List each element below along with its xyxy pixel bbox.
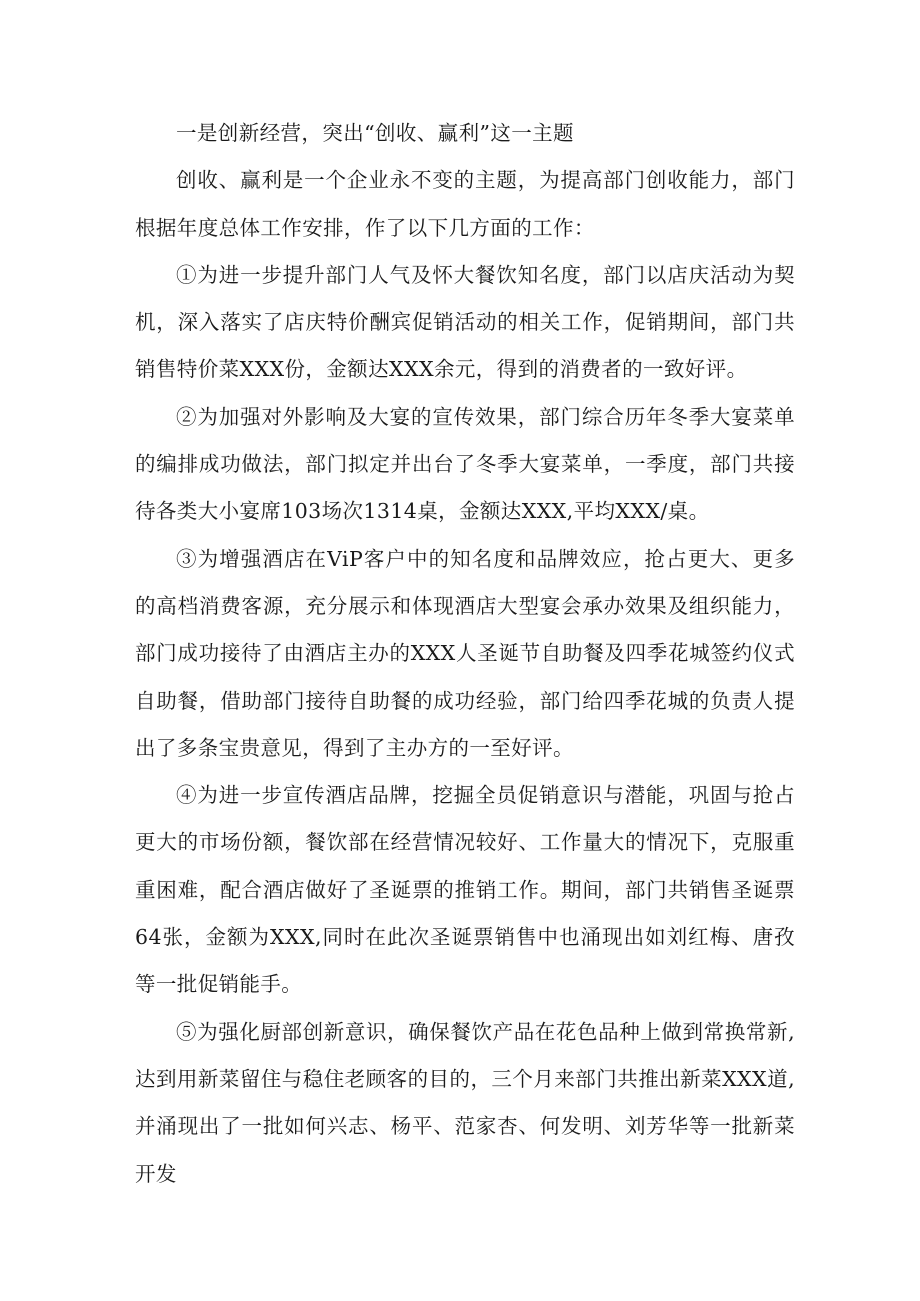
paragraph-item-5: ⑤为强化厨部创新意识，确保餐饮产品在花色品种上做到常换常新,达到用新菜留住与稳住老顾客的目的，三个月来部门共推出新菜XXX道,并涌现出了一批如何兴志、杨平、范家杏、何发明、刘芳华等一批新菜开发	[135, 1019, 795, 1186]
paragraph-item-1: ①为进一步提升部门人气及怀大餐饮知名度，部门以店庆活动为契机，深入落实了店庆特价酬宾促销活动的相关工作，促销期间，部门共销售特价菜XXX份，金额达XXX余元，得到的消费者的一致好评。	[135, 262, 795, 382]
section-heading: 一是创新经营，突出“创收、赢利”这一主题	[176, 121, 574, 145]
paragraph-intro: 创收、赢利是一个企业永不变的主题，为提高部门创收能力，部门根据年度总体工作安排，作了以下几方面的工作：	[135, 168, 795, 240]
paragraph-item-3: ③为增强酒店在ViP客户中的知名度和品牌效应，抢占更大、更多的高档消费客源，充分展示和体现酒店大型宴会承办效果及组织能力，部门成功接待了由酒店主办的XXX人圣诞节自助餐及四季花城签约仪式自助餐，借助部门接待自助餐的成功经验，部门给四季花城的负责人提出了多条宝贵意见，得到了主办方的一至好评。	[135, 546, 795, 760]
paragraph-item-4: ④为进一步宣传酒店品牌，挖掘全员促销意识与潜能，巩固与抢占更大的市场份额，餐饮部在经营情况较好、工作量大的情况下，克服重重困难，配合酒店做好了圣诞票的推销工作。期间，部门共销售圣诞票64张，金额为XXX,同时在此次圣诞票销售中也涌现出如刘红梅、唐孜等一批促销能手。	[135, 783, 795, 997]
paragraph-item-2: ②为加强对外影响及大宴的宣传效果，部门综合历年冬季大宴菜单的编排成功做法，部门拟定并出台了冬季大宴菜单，一季度，部门共接待各类大小宴席103场次1314桌，金额达XXX,平均XXX/桌。	[135, 404, 795, 524]
document-body	[135, 110, 795, 1198]
